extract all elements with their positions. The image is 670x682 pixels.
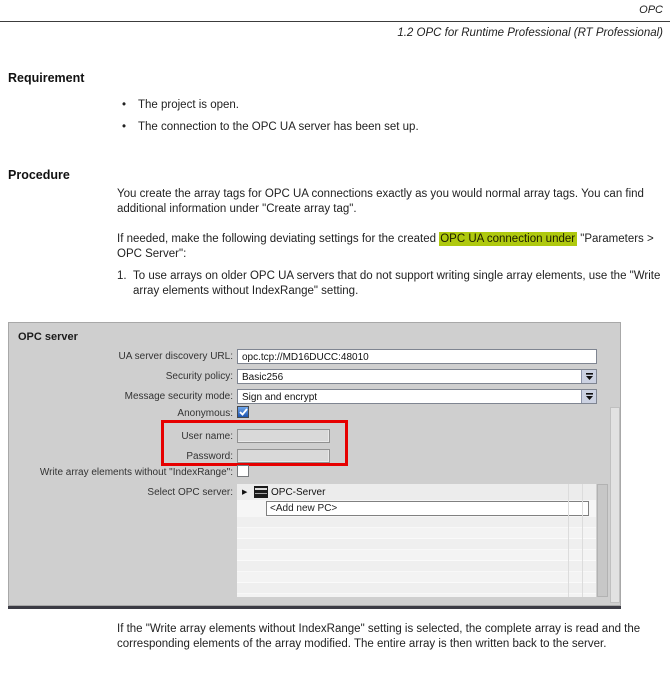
step-text: To use arrays on older OPC UA servers that do not support writing single array elements, use the "Write array elements without IndexRange" setting. — [133, 270, 661, 297]
tree-column-divider — [568, 484, 569, 597]
opc-server-icon — [254, 486, 268, 498]
requirement-heading: Requirement — [8, 71, 85, 85]
security-policy-select[interactable] — [237, 369, 597, 384]
tree-item-add-new-pc-row — [237, 500, 596, 517]
anonymous-label: Anonymous: — [177, 408, 233, 419]
procedure-step-1 — [117, 269, 665, 299]
panel-title: OPC server — [18, 331, 78, 343]
tree-item-label: OPC-Server — [271, 486, 326, 498]
message-security-mode-value: Sign and encrypt — [242, 392, 318, 403]
ua-server-discovery-url-input[interactable]: opc.tcp://MD16DUCC:48010 — [237, 349, 597, 364]
procedure-paragraph-deviating — [117, 232, 663, 262]
opc-server-settings-panel — [8, 322, 621, 606]
step-number: 1. — [117, 270, 127, 282]
highlighted-text: OPC UA connection under — [440, 233, 576, 245]
dropdown-button[interactable] — [581, 390, 596, 403]
chevron-down-icon — [585, 392, 594, 401]
chevron-down-icon — [585, 372, 594, 381]
add-new-pc-field[interactable]: <Add new PC> — [266, 501, 589, 516]
ua-server-discovery-url-label: UA server discovery URL: — [118, 351, 233, 362]
requirement-bullet-2 — [122, 120, 652, 135]
message-security-mode-select[interactable] — [237, 389, 597, 404]
bullet-text: The connection to the OPC UA server has been set up. — [138, 121, 419, 133]
user-name-label: User name: — [181, 431, 233, 442]
expand-arrow-icon[interactable]: ▶ — [242, 489, 248, 496]
checkmark-icon — [239, 408, 248, 416]
bullet-icon: • — [122, 121, 127, 133]
tree-empty-rows — [237, 517, 596, 597]
security-policy-label: Security policy: — [165, 371, 233, 382]
paragraph-text: "Parameters > OPC Server": — [117, 233, 654, 260]
select-opc-server-label: Select OPC server: — [147, 487, 233, 498]
bullet-icon: • — [122, 99, 127, 111]
procedure-heading: Procedure — [8, 168, 70, 182]
header-section-title: 1.2 OPC for Runtime Professional (RT Professional) — [397, 27, 663, 39]
message-security-mode-label: Message security mode: — [124, 391, 233, 402]
write-array-elements-checkbox[interactable] — [237, 465, 249, 477]
procedure-paragraph-create: You create the array tags for OPC UA connections exactly as you would normal array tags. You can find additional information under "Create array tag". — [117, 188, 644, 215]
red-annotation-rectangle — [161, 420, 348, 466]
screenshot-bottom-edge — [8, 606, 621, 609]
opc-server-tree — [237, 484, 596, 597]
closing-paragraph: If the "Write array elements without IndexRange" setting is selected, the complete array is read and the corresponding elements of the array modified. The entire array is then written back to the server. — [117, 623, 641, 650]
security-policy-value: Basic256 — [242, 372, 284, 383]
bullet-text: The project is open. — [138, 99, 240, 111]
paragraph-text: If needed, make the following deviating settings for the created — [117, 233, 440, 245]
header-chapter: OPC — [639, 4, 663, 16]
tree-column-divider — [582, 484, 583, 597]
tree-item-opc-server[interactable] — [237, 484, 596, 500]
header-rule — [0, 21, 670, 22]
tree-scrollbar[interactable] — [597, 484, 608, 597]
write-array-elements-label: Write array elements without "IndexRange": — [39, 467, 233, 478]
requirement-bullet-1 — [122, 98, 652, 113]
dropdown-button[interactable] — [581, 370, 596, 383]
password-label: Password: — [186, 451, 233, 462]
anonymous-checkbox[interactable] — [237, 406, 249, 418]
panel-scrollbar[interactable] — [610, 407, 620, 603]
